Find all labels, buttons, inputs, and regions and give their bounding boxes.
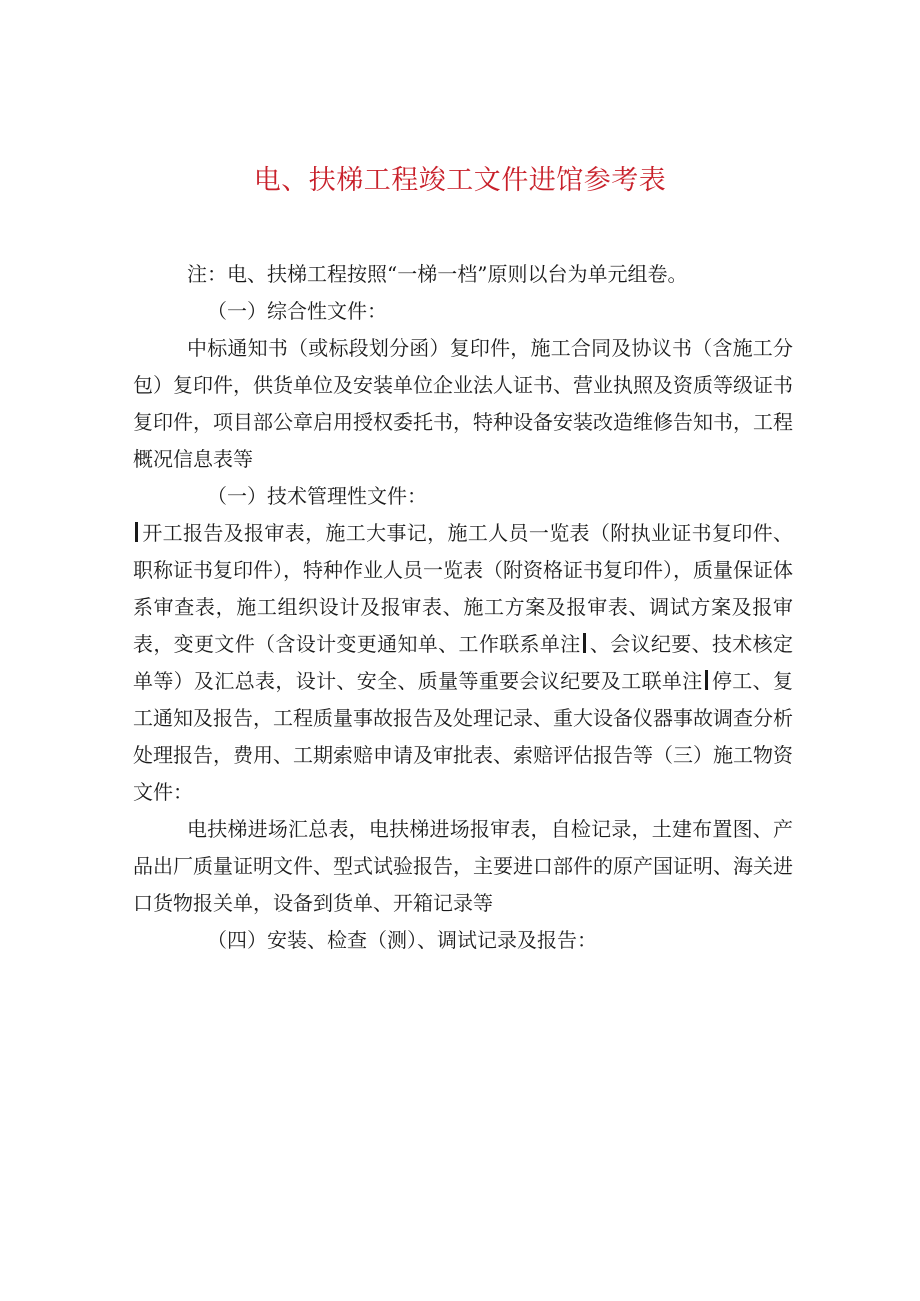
section-heading-installation: （四）安装、检查（测）、调试记录及报告： bbox=[207, 928, 597, 952]
document-body bbox=[133, 256, 793, 959]
technical-text-part2: 、会议纪要、技术核定单等）及汇总表，设计、安全、质量等重要会议纪要及工联单注 bbox=[133, 632, 793, 693]
section-body-general: 中标通知书（或标段划分函）复印件，施工合同及协议书（含施工分包）复印件，供货单位及安装单位企业法人证书、营业执照及资质等级证书复印件，项目部公章启用授权委托书，特种设备安装改造维修告知书，工程概况信息表等 bbox=[133, 336, 793, 471]
section-body-technical bbox=[133, 515, 793, 811]
technical-text-part3: 停工、复工通知及报告，工程质量事故报告及处理记录、重大设备仪器事故调查分析处理报告，费用、工期索赔申请及审批表、索赔评估报告等（三）施工物资文件： bbox=[133, 669, 793, 804]
section-heading-general: （一）综合性文件： bbox=[207, 299, 387, 323]
technical-text-part1: 开工报告及报审表，施工大事记，施工人员一览表（附执业证书复印件、职称证书复印件），特种作业人员一览表（附资格证书复印件），质量保证体系审查表，施工组织设计及报审表、施工方案及报审表、调试方案及报审表，变更文件（含设计变更通知单、工作联系单注 bbox=[133, 521, 793, 656]
section-body-materials: 电扶梯进场汇总表，电扶梯进场报审表，自检记录，土建布置图、产品出厂质量证明文件、型式试验报告，主要进口部件的原产国证明、海关进口货物报关单，设备到货单、开箱记录等 bbox=[133, 817, 793, 915]
section-heading-technical: （一）技术管理性文件： bbox=[207, 484, 427, 508]
inline-mark bbox=[583, 633, 586, 653]
document-title: 电、扶梯工程竣工文件进馆参考表 bbox=[253, 165, 667, 196]
inline-mark bbox=[705, 670, 708, 690]
margin-mark bbox=[135, 522, 138, 542]
note-paragraph: 注：电、扶梯工程按照“一梯一档”原则以台为单元组卷。 bbox=[187, 262, 688, 286]
